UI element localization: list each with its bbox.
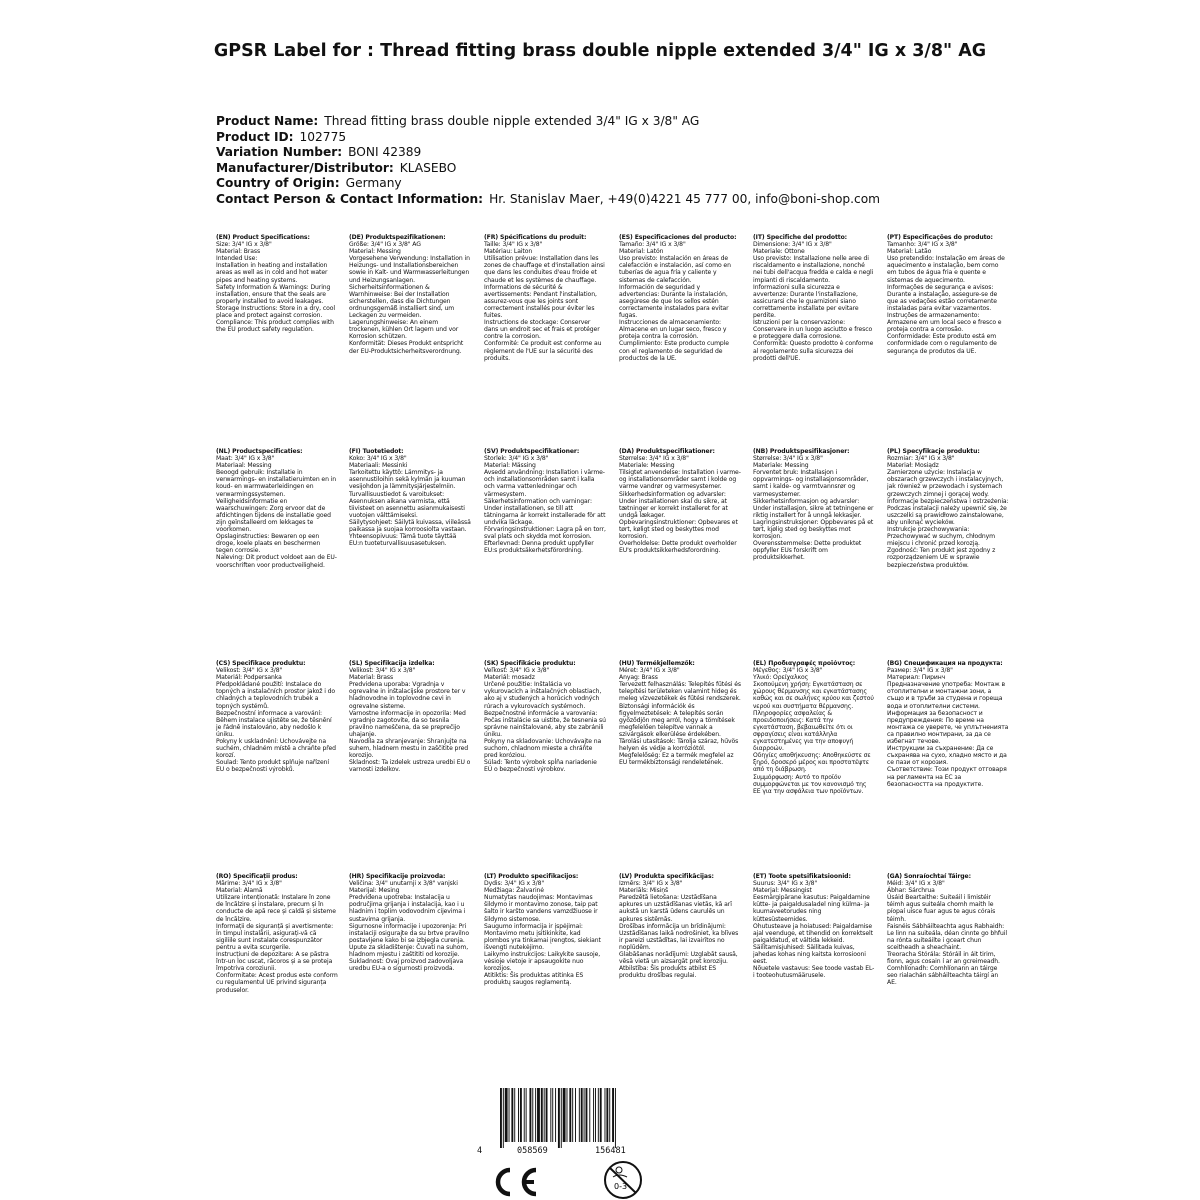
spec-block xyxy=(887,660,1009,865)
spec-title: (PL) Specyfikacje produktu: xyxy=(887,448,980,455)
spec-line: Materiale: Messing xyxy=(619,462,675,470)
spec-line: Pokyny k uskladnění: Uchovávejte na suchém, chladném místě a chraňte před korozí. xyxy=(216,738,336,760)
barcode-bar xyxy=(579,1088,580,1142)
info-row-variation-number xyxy=(216,145,1076,161)
barcode-bar xyxy=(544,1088,545,1142)
spec-line: Skladnost: Ta izdelek ustreza uredbi EU o varnosti izdelkov. xyxy=(349,759,471,774)
spec-line: Säilytysohjeet: Säilytä kuivassa, viileässä paikassa ja suojaa korroosiolta vastaan. xyxy=(349,518,471,534)
spec-line: Material: Brass xyxy=(349,674,394,682)
info-label: Product ID: xyxy=(216,129,294,144)
spec-line: Předpokládané použití: Instalace do topných a instalačních prostor jakož i do chladných a teplovodních trubek a topných systémů. xyxy=(216,681,336,710)
ce-mark-icon xyxy=(486,1167,540,1197)
spec-line: Πληροφορίες ασφαλείας & προειδοποιήσεις: Κατά την εγκατάσταση, βεβαιωθείτε ότι οι σφραγίσεις είναι κατάλληλα εγκατεστημένες για την αποφυγή διαρροών. xyxy=(753,709,854,753)
spec-title: (LT) Produkto specifikacijos: xyxy=(484,873,579,880)
spec-block xyxy=(753,873,875,1053)
spec-line: Størrelse: 3/4" IG x 3/8" xyxy=(753,455,823,463)
spec-line: Υλικό: Ορείχαλκος xyxy=(753,674,809,682)
spec-line: Σκοπούμενη χρήση: Εγκατάσταση σε χώρους θέρμανσης και εγκατάστασης καθώς και σε σωλήνες κρύου και ζεστού νερού και συστήματα θέρμανσης. xyxy=(753,681,874,710)
barcode-bar xyxy=(541,1088,543,1142)
spec-line: Sikkerhedsinformation og advarsler: Under installationen skal du sikre, at tætninger er korrekt installeret for at undgå lækager. xyxy=(619,490,728,519)
spec-block xyxy=(216,873,338,1053)
spec-line: Conformidade: Este produto está em conformidade com o regulamento de segurança de produtos da UE. xyxy=(887,333,997,355)
spec-line: Mărime: 3/4" IG x 3/8" xyxy=(216,880,282,888)
info-value: Hr. Stanislav Maer, +49(0)4221 45 777 00, info@boni-shop.com xyxy=(489,191,881,206)
spec-line: Sicherheitsinformationen & Warnhinweise: Bei der Installation sicherstellen, dass die Dichtungen ordnungsgemäß installiert sind, um Leckagen zu vermeiden. xyxy=(349,283,455,320)
spec-line: Informazioni sulla sicurezza e avvertenze: Durante l'installazione, assicurarsi che le guarnizioni siano correttamente installate per evitare perdite. xyxy=(753,283,859,320)
spec-line: Størrelse: 3/4" IG x 3/8" xyxy=(619,455,689,463)
barcode-group-1: 058569 xyxy=(517,1146,548,1156)
spec-line: Säilitamisjuhised: Säilitada kuivas, jahedas kohas ning kaitsta korrosiooni eest. xyxy=(753,943,866,966)
spec-block xyxy=(753,660,875,865)
spec-title: (GA) Sonraíochtaí Táirge: xyxy=(887,873,971,880)
spec-line: Instrucțiuni de depozitare: A se păstra într-un loc uscat, răcoros și a se proteja împotriva coroziunii. xyxy=(216,951,333,973)
spec-title: (SK) Špecifikácie produktu: xyxy=(484,660,576,667)
spec-line: Material: Mässing xyxy=(484,462,536,470)
spec-line: Zamierzone użycie: Instalacja w obszarach grzewczych i instalacyjnych, jak również w przewodach i systemach grzewczych zimnej i gorącej wody. xyxy=(887,469,1004,498)
spec-line: Megfelelőség: Ez a termék megfelel az EU termékbiztonsági rendeletének. xyxy=(619,752,734,767)
spec-line: Ohutusteave ja hoiatused: Paigaldamise ajal veenduge, et tihendid on korrektselt paigaldatud, et vältida lekkeid. xyxy=(753,922,873,944)
barcode-bar xyxy=(598,1088,599,1142)
spec-line: Μέγεθος: 3/4" IG x 3/8" xyxy=(753,667,823,675)
barcode-bar xyxy=(609,1088,610,1142)
spec-line: Materiál: mosadz xyxy=(484,674,535,682)
spec-line: Instructions de stockage: Conserver dans un endroit sec et frais et protéger contre la corrosion. xyxy=(484,319,600,341)
spec-line: Dydis: 3/4" IG x 3/8" xyxy=(484,880,545,888)
barcode-bar xyxy=(546,1088,548,1142)
spec-line: Compliance: This product complies with the EU product safety regulation. xyxy=(216,319,334,334)
spec-line: Méret: 3/4" IG x 3/8" xyxy=(619,667,680,675)
spec-line: Materjal: Messingist xyxy=(753,887,812,895)
barcode-bar xyxy=(606,1088,608,1142)
spec-line: Comhlíonadh: Comhlíonann an táirge seo rialachán sábháilteachta táirgí an AE. xyxy=(887,965,999,987)
spec-line: Size: 3/4" IG x 3/8" xyxy=(216,241,272,249)
spec-line: Konformität: Dieses Produkt entspricht der EU-Produktsicherheitsverordnung. xyxy=(349,340,464,355)
barcode-bar xyxy=(584,1088,585,1142)
spec-title: (DA) Produktspecifikationer: xyxy=(619,448,715,455)
spec-line: Материал: Пиринч xyxy=(887,674,946,682)
spec-title: (NB) Produktspesifikasjoner: xyxy=(753,448,850,455)
spec-line: Atbilstība: Šis produkts atbilst ES produktu drošības regulai. xyxy=(619,965,717,980)
spec-line: Opbevaringsinstruktioner: Opbevares et tørt, køligt sted og beskyttes mod korrosion. xyxy=(619,518,738,541)
info-value: 102775 xyxy=(299,129,347,144)
barcode-bar xyxy=(593,1088,594,1142)
spec-line: Installation in heating and installation areas as well as in cold and hot water pipes and heating systems. xyxy=(216,262,328,284)
spec-line: Conformità: Questo prodotto è conforme al regolamento sulla sicurezza dei prodotti dell'UE. xyxy=(753,340,874,362)
spec-line: Bezpečnostní informace a varování: Během instalace ujistěte se, že těsnění je řádně instalováno, aby nedošlo k úniku. xyxy=(216,709,332,738)
spec-title: (SV) Produktspecifikationer: xyxy=(484,448,580,455)
barcode-group-2: 156481 xyxy=(595,1146,626,1156)
spec-line: Säkerhetsinformation och varningar: Under installationen, se till att tätningarna är korrekt installerade för att undvika läckage. xyxy=(484,497,606,526)
spec-line: Velikost: 3/4" IG x 3/8" xyxy=(216,667,283,675)
spec-line: Materiaali: Messinki xyxy=(349,462,408,470)
spec-line: Nõuetele vastavus: See toode vastab EL-i tooteohutusmäärusele. xyxy=(753,965,875,980)
spec-line: Izmērs: 3/4" IG x 3/8" xyxy=(619,880,683,888)
spec-line: Saugumo informacija ir įspėjimai: Montavimo metu įsitikinkite, kad plombos yra tinkamai įrengtos, siekiant išvengti nutekėjimo. xyxy=(484,922,601,951)
not-for-children-0-3-icon xyxy=(602,1160,644,1200)
spec-line: Turvallisuustiedot & varoitukset: Asennuksen aikana varmista, että tiivisteet on asennettu asianmukaisesti vuotojen välttämiseksi. xyxy=(349,490,465,519)
spec-block xyxy=(484,873,606,1053)
spec-line: Tamanho: 3/4" IG x 3/8" xyxy=(887,241,958,249)
spec-line: Koko: 3/4" IG x 3/8" xyxy=(349,455,407,463)
info-row-contact xyxy=(216,192,1076,208)
barcode-bar xyxy=(511,1088,513,1142)
spec-line: Numatytas naudojimas: Montavimas šildymo ir montavimo zonose, taip pat šalto ir karšto vandens vamzdžiuose ir šildymo sistemose. xyxy=(484,894,598,923)
spec-line: Materiał: Mosiądz xyxy=(887,462,939,470)
spec-title: (EN) Product Specifications: xyxy=(216,234,310,241)
spec-line: Предназначение употреба: Монтаж в отоплителни и монтажни зони, а също и в тръби за студена и гореща вода и отоплителни системи. xyxy=(887,681,1006,710)
spec-line: Upute za skladištenje: Čuvati na suhom, hladnom mjestu i zaštititi od korozije. xyxy=(349,943,469,959)
spec-line: Veiligheidsinformatie en waarschuwingen: Zorg ervoor dat de afdichtingen tijdens de installatie goed zijn geïnstalleerd om lekkages te voorkomen. xyxy=(216,497,331,534)
spec-block xyxy=(484,448,606,653)
spec-line: Materiál: Podpersanka xyxy=(216,674,282,682)
info-row-country-of-origin xyxy=(216,176,1076,192)
spec-block xyxy=(619,873,741,1053)
info-value: BONI 42389 xyxy=(348,145,422,160)
spec-line: Bezpečnostné informácie a varovania: Počas inštalácie sa uistite, že tesnenia sú správne nainštalované, aby ste zabránili úniku. xyxy=(484,709,606,738)
spec-line: Utilizare intenționată: Instalare în zone de încălzire și instalare, precum și în conducte de apă rece și caldă și sisteme de încălzire. xyxy=(216,894,336,923)
spec-block xyxy=(349,660,471,865)
info-value: Germany xyxy=(345,176,402,191)
spec-block xyxy=(887,234,1009,439)
spec-line: Materiaal: Messing xyxy=(216,462,272,470)
spec-line: Méid: 3/4" IG x 3/8" xyxy=(887,880,945,888)
spec-line: Uso pretendido: Instalação em áreas de aquecimento e instalação, bem como em tubos de água fria e quente e sistemas de aquecimento. xyxy=(887,255,1005,284)
spec-line: Conformité: Ce produit est conforme au règlement de l'UE sur la sécurité des produits. xyxy=(484,340,602,362)
spec-line: Overensstemmelse: Dette produktet oppfyller EUs forskrift om produktsikkerhet. xyxy=(753,540,862,562)
spec-line: Instrucciones de almacenamiento: Almacene en un lugar seco, fresco y proteja contra la corrosión. xyxy=(619,319,727,341)
spec-line: Sikkerhetsinformasjon og advarsler: Under installasjon, sikre at tetningene er riktig installert for å unngå lekkasjer. xyxy=(753,497,874,519)
spec-line: Съответствие: Този продукт отговаря на регламента на ЕС за безопасността на продуктите. xyxy=(887,766,1007,788)
info-row-product-id xyxy=(216,130,1076,146)
spec-line: Predviđena upotreba: Instalacija u područjima grijanja i instalacija, kao i u hladnim i toplim vodovodnim cijevima i sustavima grijanja. xyxy=(349,894,466,923)
barcode-bar xyxy=(529,1088,531,1142)
spec-line: Συμμόρφωση: Αυτό το προϊόν συμμορφώνεται με τον κανονισμό της ΕΕ για την ασφάλεια των προϊόντων. xyxy=(753,773,867,795)
barcode-bar xyxy=(586,1088,588,1142)
spec-block xyxy=(349,448,471,653)
barcode-bar xyxy=(572,1088,573,1142)
barcode-bar xyxy=(558,1088,560,1148)
spec-line: Lagringsinstruksjoner: Oppbevares på et tørt, kjølig sted og beskyttes mot korrosjon. xyxy=(753,518,874,541)
spec-title: (BG) Спецификация на продукта: xyxy=(887,660,1003,667)
spec-line: Avsedd användning: Installation i värme- och installationsområden samt i kalla och varma vattenledningar och värmesystem. xyxy=(484,469,605,498)
spec-title: (PT) Especificações do produto: xyxy=(887,234,993,241)
info-row-product-name xyxy=(216,114,1076,130)
spec-line: Material: Latão xyxy=(887,248,932,256)
info-value: KLASEBO xyxy=(399,160,457,175)
spec-line: Material: Brass xyxy=(216,248,261,256)
spec-line: Sigurnosne informacije i upozorenja: Pri instalaciji osigurajte da su brtve pravilno postavljene kako bi se izbjegla curenja. xyxy=(349,922,469,944)
spec-line: Utilisation prévue: Installation dans les zones de chauffage et d'installation ainsi que dans les conduites d'eau froide et chaude et les systèmes de chauffage. xyxy=(484,255,605,284)
spec-title: (DE) Produktspezifikationen: xyxy=(349,234,446,241)
spec-line: Tilsigtet anvendelse: Installation i varme- og installationsområder samt i kolde og varme vandrør og varmesystemer. xyxy=(619,469,741,491)
spec-line: Storage Instructions: Store in a dry, cool place and protect against corrosion. xyxy=(216,304,335,320)
spec-line: Storlek: 3/4" IG x 3/8" xyxy=(484,455,549,463)
barcode-bar xyxy=(595,1088,596,1142)
barcode-bar xyxy=(526,1088,527,1142)
spec-line: Materiale: Messing xyxy=(753,462,809,470)
spec-line: Veličina: 3/4" unutarnji x 3/8" vanjski xyxy=(349,880,458,888)
barcode-bar xyxy=(563,1088,566,1142)
spec-line: Sukladnost: Ovaj proizvod zadovoljava uredbu EU-a o sigurnosti proizvoda. xyxy=(349,958,464,973)
spec-line: Инструкции за съхранение: Да се съхранява на сухо, хладно място и да се пази от корозия. xyxy=(887,745,1007,767)
spec-line: Tarkoitettu käyttö: Lämmitys- ja asennustiloihin sekä kylmän ja kuuman vesijohdon ja lämmitysjärjestelmiin. xyxy=(349,469,466,491)
spec-line: Velikost: 3/4" IG x 3/8" xyxy=(349,667,416,675)
spec-block xyxy=(619,234,741,439)
spec-line: Predvidena uporaba: Vgradnja v ogrevalne in inštalacijske prostore ter v hladnovodne in toplovodne cevi in ogrevalne sisteme. xyxy=(349,681,466,710)
spec-line: Safety Information & Warnings: During installation, ensure that the seals are properly installed to avoid leakages. xyxy=(216,283,331,305)
barcode-bar xyxy=(552,1088,553,1142)
spec-line: Информация за безопасност и предупреждения: По време на монтажа се уверете, че уплътненията са правилно монтирани, за да се избегнат течове. xyxy=(887,709,1009,746)
spec-line: Cumplimiento: Este producto cumple con el reglamento de seguridad de productos de la UE. xyxy=(619,340,729,362)
spec-line: Forventet bruk: Installasjon i oppvarmings- og installasjonsområder, samt i kalde- og varmtvannsrør og varmesystemer. xyxy=(753,469,869,498)
spec-block xyxy=(753,448,875,653)
spec-line: Varnostne informacije in opozorila: Med vgradnjo zagotovite, da so tesnila pravilno nameščena, da se preprečijo uhajanje. xyxy=(349,709,466,738)
spec-title: (FI) Tuotetiedot: xyxy=(349,448,404,455)
page-title: GPSR Label for : Thread fitting brass double nipple extended 3/4" IG x 3/8" AG xyxy=(213,41,987,61)
barcode-bar xyxy=(569,1088,571,1142)
spec-line: Glabāšanas norādījumi: Uzglabāt sausā, vēsā vietā un aizsargāt pret koroziju. xyxy=(619,951,738,966)
info-label: Country of Origin: xyxy=(216,176,340,191)
barcode-bar xyxy=(535,1088,536,1142)
spec-line: Dimensione: 3/4" IG x 3/8" xyxy=(753,241,832,249)
spec-line: Ábhar: Sárchrua xyxy=(887,887,935,895)
spec-title: (LV) Produkta specifikācijas: xyxy=(619,873,714,880)
spec-line: Overholdelse: Dette produkt overholder EU's produktsikkerhedsforordning. xyxy=(619,540,737,555)
spec-line: Informations de sécurité & avertissements: Pendant l'installation, assurez-vous que les joints sont correctement installés pour éviter les fuites. xyxy=(484,283,597,320)
spec-block xyxy=(619,448,741,653)
spec-title: (HR) Specifikacije proizvoda: xyxy=(349,873,446,880)
spec-line: Größe: 3/4" IG x 3/8" AG xyxy=(349,241,421,249)
spec-line: Pokyny na skladovanie: Uchovávajte na suchom, chladnom mieste a chráňte pred koróziou. xyxy=(484,738,602,760)
barcode-lead-digit: 4 xyxy=(477,1146,483,1156)
spec-line: Maat: 3/4" IG x 3/8" xyxy=(216,455,275,463)
spec-title: (FR) Spécifications du produit: xyxy=(484,234,587,241)
spec-line: Förvaringsinstruktioner: Lagra på en torr, sval plats och skydda mot korrosion. xyxy=(484,526,606,541)
spec-block xyxy=(887,448,1009,653)
spec-line: Materiāls: Misiņš xyxy=(619,887,669,895)
barcode-bar xyxy=(589,1088,590,1142)
barcode-bar xyxy=(581,1088,583,1142)
spec-line: Tárolási utasítások: Tárolja száraz, hűvös helyen és védje a korróziótól. xyxy=(619,738,739,753)
spec-line: Treoracha Stórála: Stóráil in áit tirim, fionn, agus cosain í ar an gcreimeadh. xyxy=(887,951,1000,966)
spec-title: (RO) Specificații produs: xyxy=(216,873,298,880)
spec-block xyxy=(216,660,338,865)
spec-line: Materijal: Mesing xyxy=(349,887,400,895)
spec-line: Atitiktis: Šis produktas atitinka ES produktų saugos reglamentą. xyxy=(484,972,584,987)
spec-line: Intended Use: xyxy=(216,255,258,263)
info-label: Contact Person & Contact Information: xyxy=(216,191,484,206)
spec-line: Eesmärgipärane kasutus: Paigaldamine kütte- ja paigaldusaladel ning külma- ja kuumaveetorudes ning küttesüsteemides. xyxy=(753,894,870,923)
spec-title: (EL) Προδιαγραφές προϊόντος: xyxy=(753,660,856,667)
barcode-bar xyxy=(520,1088,522,1142)
spec-block xyxy=(753,234,875,439)
spec-line: Opslaginstructies: Bewaren op een droge, koele plaats en beschermen tegen corrosie. xyxy=(216,533,321,555)
spec-title: (CS) Specifikace produktu: xyxy=(216,660,306,667)
spec-line: Lagerungshinweise: An einem trockenen, kühlen Ort lagern und vor Korrosion schützen. xyxy=(349,319,459,341)
spec-line: Anyag: Brass xyxy=(619,674,658,682)
age-label: 0-3 xyxy=(614,1182,628,1191)
spec-line: Laikymo instrukcijos: Laikykite sausoje, vėsioje vietoje ir apsaugokite nuo korozijos. xyxy=(484,951,601,973)
barcode-bar xyxy=(600,1088,602,1142)
spec-block xyxy=(216,448,338,653)
spec-line: Uso previsto: Instalación en áreas de calefacción e instalación, así como en tuberías de agua fría y caliente y sistemas de calefacción. xyxy=(619,255,731,284)
spec-line: Veľkosť: 3/4" IG x 3/8" xyxy=(484,667,550,675)
spec-line: Súlad: Tento výrobok spĺňa nariadenie EÚ o bezpečnosti výrobkov. xyxy=(484,759,597,774)
barcode-bar xyxy=(605,1088,606,1142)
spec-block xyxy=(619,660,741,865)
spec-title: (SL) Specifikacija izdelka: xyxy=(349,660,435,667)
barcode-bar xyxy=(514,1088,515,1142)
info-row-manufacturer xyxy=(216,161,1076,177)
info-value: Thread fitting brass double nipple extended 3/4" IG x 3/8" AG xyxy=(324,114,700,128)
spec-line: Určené použitie: Inštalácia vo vykurovacích a inštalačných oblastiach, ako aj v studených a horúcich vodných rúrach a vykurovacích systémoch. xyxy=(484,681,602,710)
spec-line: Taille: 3/4" IG x 3/8" xyxy=(484,241,543,249)
spec-line: Οδηγίες αποθήκευσης: Αποθηκεύστε σε ξηρό, δροσερό μέρος και προστατέψτε από τη διάβρωση. xyxy=(753,752,871,774)
spec-line: Paredzētā lietošana: Uzstādīšana apkures un uzstādīšanas vietās, kā arī aukstā un karstā ūdens caurulēs un apkures sistēmās. xyxy=(619,894,732,923)
spec-line: Materiale: Ottone xyxy=(753,248,805,256)
spec-line: Material: Latón xyxy=(619,248,664,256)
spec-title: (ET) Toote spetsifikatsioonid: xyxy=(753,873,851,880)
spec-line: Úsáid Beartaithe: Suiteáil i limistéir téimh agus suiteála chomh maith le píopaí uisce fuar agus te agus córais téimh. xyxy=(887,894,996,923)
spec-line: Información de seguridad y advertencias: Durante la instalación, asegúrese de que los sellos estén correctamente instalados para evitar fugas. xyxy=(619,283,729,320)
spec-line: Zgodność: Ten produkt jest zgodny z rozporządzeniem UE w sprawie bezpieczeństwa produktów. xyxy=(887,547,996,569)
spec-line: Istruzioni per la conservazione: Conservare in un luogo asciutto e fresco e proteggere dalla corrosione. xyxy=(753,319,873,341)
spec-title: (HU) Termékjellemzők: xyxy=(619,660,695,667)
barcode-bar xyxy=(550,1088,551,1142)
spec-line: Faisnéis Sábháilteachta agus Rabhaidh: Le linn na suiteála, déan cinnte go bhfuil na rónta suiteáilte i gceart chun sceitheadh a sheachaint. xyxy=(887,922,1007,951)
spec-title: (NL) Productspecificaties: xyxy=(216,448,303,455)
spec-block xyxy=(216,234,338,439)
barcode-bar xyxy=(561,1088,562,1148)
spec-line: Informações de segurança e avisos: Durante a instalação, assegure-se de que as vedações estão corretamente instaladas para evitar vazamentos. xyxy=(887,283,998,312)
barcode-bar xyxy=(555,1088,556,1142)
spec-line: Yhteensopivuus: Tämä tuote täyttää EU:n tuoteturvallisuusasetuksen. xyxy=(349,533,457,548)
spec-line: Medžiaga: Žalvarinė xyxy=(484,887,544,895)
barcode xyxy=(492,1088,664,1152)
spec-line: Biztonsági információk és figyelmeztetések: A telepítés során győződjön meg arról, hogy a tömítések megfelelően telepítve vannak a szivárgások elkerülése érdekében. xyxy=(619,702,735,738)
spec-line: Beoogd gebruik: Installatie in verwarmings- en installatieruimten en in koud- en warmwaterleidingen en verwarmingssystemen. xyxy=(216,469,337,498)
spec-line: Naleving: Dit product voldoet aan de EU-voorschriften voor productveiligheid. xyxy=(216,554,337,569)
spec-line: Efterlevnad: Denna produkt uppfyller EU:s produktsäkerhetsförordning. xyxy=(484,540,594,555)
spec-line: Uso previsto: Installazione nelle aree di riscaldamento e installazione, nonché nei tubi dell'acqua fredda e calda e negli impianti di riscaldamento. xyxy=(753,255,874,284)
barcode-bar xyxy=(537,1088,540,1142)
spec-title: (IT) Specifiche del prodotto: xyxy=(753,234,848,241)
spec-line: Informacje bezpieczeństwa i ostrzeżenia: Podczas instalacji należy upewnić się, że uszczelki są prawidłowo zainstalowane, aby uniknąć wycieków. xyxy=(887,497,1009,526)
spec-block xyxy=(349,234,471,439)
barcode-bar xyxy=(612,1088,614,1142)
barcode-bar xyxy=(509,1088,510,1142)
barcode-bar xyxy=(575,1088,576,1142)
spec-line: Rozmiar: 3/4" IG x 3/8" xyxy=(887,455,955,463)
spec-line: Navodila za shranjevanje: Shranjujte na suhem, hladnem mestu in zaščitite pred korozijo. xyxy=(349,738,469,760)
spec-block xyxy=(484,234,606,439)
info-label: Product Name: xyxy=(216,114,319,128)
spec-line: Vorgesehene Verwendung: Installation in Heizungs- und Installationsbereichen sowie in Kalt- und Warmwasserleitungen und Heizungsanlagen. xyxy=(349,255,470,284)
info-label: Variation Number: xyxy=(216,145,343,160)
spec-line: Conformitate: Acest produs este conform cu regulamentul UE privind siguranța produselor. xyxy=(216,972,338,994)
spec-block xyxy=(349,873,471,1053)
barcode-bar xyxy=(518,1088,519,1142)
barcode-bar xyxy=(524,1088,525,1142)
barcode-bar xyxy=(503,1088,504,1148)
spec-line: Размер: 3/4" IG x 3/8" xyxy=(887,667,953,675)
barcode-bar xyxy=(500,1088,502,1148)
barcode-bar xyxy=(505,1088,508,1142)
spec-line: Informații de siguranță și avertismente: În timpul instalării, asigurați-vă că sigiliile sunt instalate corespunzător pentru a evita scurgerile. xyxy=(216,922,334,951)
product-info xyxy=(216,114,1076,208)
spec-line: Tervezett felhasználás: Telepítés fűtési és telepítési területeken valamint hideg és meleg vízvezetékek és fűtési rendszerek. xyxy=(619,681,741,703)
spec-line: Instrukcje przechowywania: Przechowywać w suchym, chłodnym miejscu i chronić przed korozją. xyxy=(887,526,995,548)
spec-title: (ES) Especificaciones del producto: xyxy=(619,234,737,241)
spec-line: Matériau: Laiton xyxy=(484,248,533,256)
spec-line: Soulad: Tento produkt splňuje nařízení EU o bezpečnosti výrobků. xyxy=(216,759,329,774)
barcode-bar xyxy=(615,1088,616,1148)
spec-line: Material: Messing xyxy=(349,248,401,256)
barcode-bar xyxy=(532,1088,533,1142)
spec-line: Material: Alamă xyxy=(216,887,263,895)
spec-line: Drošības informācija un brīdinājumi: Uzstādīšanas laikā nodrošiniet, ka blīves ir pareizi uzstādītas, lai izvairītos no noplūdēm. xyxy=(619,922,739,951)
spec-block xyxy=(887,873,1009,1053)
barcode-bar xyxy=(567,1088,568,1142)
spec-block xyxy=(484,660,606,865)
spec-line: Instruções de armazenamento: Armazene em um local seco e fresco e proteja contra a corrosão. xyxy=(887,312,1002,334)
info-label: Manufacturer/Distributor: xyxy=(216,160,394,175)
spec-line: Tamaño: 3/4" IG x 3/8" xyxy=(619,241,686,249)
spec-line: Suurus: 3/4" IG x 3/8" xyxy=(753,880,818,888)
